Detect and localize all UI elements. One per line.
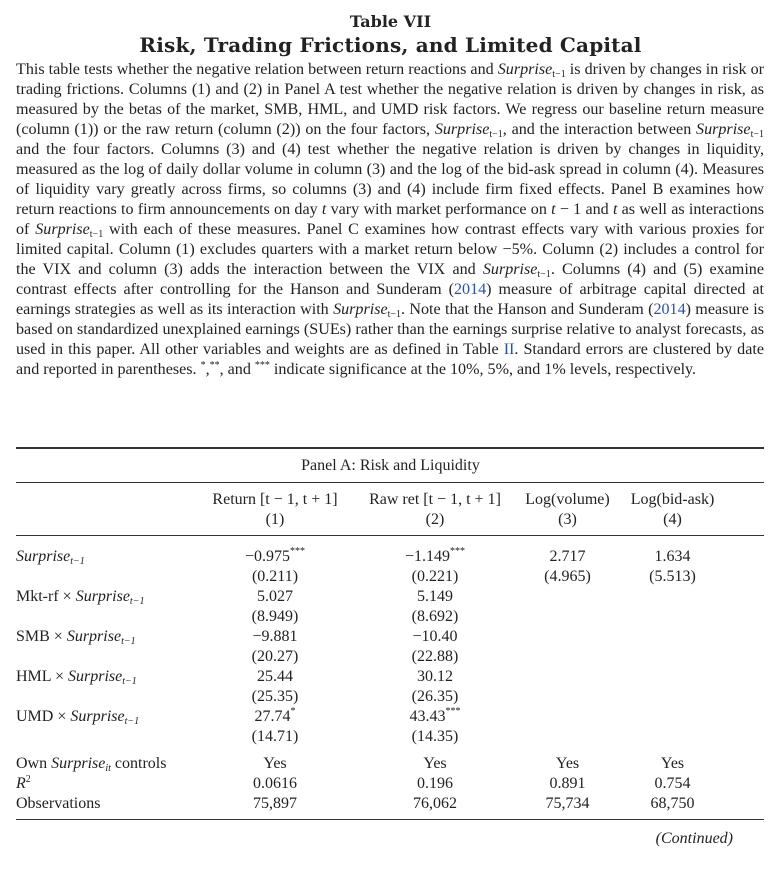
obs-cell: 75,734 [545, 795, 590, 812]
coef-cell: 2.717 [549, 548, 586, 565]
header-rule [16, 535, 764, 536]
r2-cell: 0.0616 [253, 775, 297, 792]
row-label-observations: Observations [16, 795, 101, 812]
se-cell: (0.221) [411, 568, 459, 585]
row-label-smb: SMB × Surprise$_{t-1}$ [16, 628, 136, 647]
se-cell: (25.35) [251, 688, 299, 705]
se-cell: (14.71) [251, 728, 299, 745]
column-header-3: Log(volume) [525, 491, 610, 508]
row-label-r2: $R^2$ [16, 774, 31, 792]
se-cell: (14.35) [411, 728, 459, 745]
coef-cell: 27.74* [254, 706, 296, 725]
coef-cell: 30.12 [417, 668, 453, 685]
column-number-4: (4) [663, 511, 682, 528]
obs-cell: 75,897 [253, 795, 297, 812]
row-label-controls: Own Surprise$_{it}$ controls [16, 755, 167, 774]
top-rule [16, 447, 764, 449]
se-cell: (26.35) [411, 688, 459, 705]
column-header-1: Return [t − 1, t + 1] [212, 491, 338, 508]
r2-cell: 0.891 [549, 775, 586, 792]
table-caption: This table tests whether the negative relation between return reactions and Surprise$_{t-1}$ is driven by changes in risk or trading frictions. Columns (1) and (2) in Panel A test whether the negative relation is driven by changes in risk, as measured by the betas of the market, SMB, HML, and UMD risk factors. We regress our baseline return measure (column (1)) or the raw return (column (2)) on the four factors, Surprise$_{t-1}$, and the interaction between Surprise$_{t-1}$ and the four factors. Columns (3) and (4) test whether the negative relation is driven by changes in liquidity, measured as the log of daily dollar volume in column (3) and the log of the bid-ask spread in column (4). Measures of liquidity vary greatly across firms, so columns (3) and (4) include firm fixed effects. Panel B examines how return reactions to firm announcements on day t vary with market performance on t − 1 and t as well as interactions of Surprise$_{t-1}$ with each of these measures. Panel C examines how contrast effects vary with various proxies for limited capital. Column (1) excludes quarters with a market return below −5%. Column (2) includes a control for the VIX and column (3) adds the interaction between the VIX and Surprise$_{t-1}$. Columns (4) and (5) examine contrast effects after controlling for the Hanson and Sunderam (2014) measure of arbitrage capital directed at earnings strategies as well as its interaction with Surprise$_{t-1}$. Note that the Hanson and Sunderam (2014) measure is based on standardized unexplained earnings (SUEs) rather than the earnings surprise relative to analyst forecasts, as used in this paper. All other variables and weights are as defined in Table II. Standard errors are clustered by date and reported in parentheses. *,**, and *** indicate significance at the 10%, 5%, and 1% levels, respectively. [16, 61, 764, 378]
column-number-3: (3) [558, 511, 577, 528]
table-title: Risk, Trading Frictions, and Limited Capital [139, 33, 642, 57]
column-header-4: Log(bid-ask) [630, 491, 715, 508]
coef-cell: 43.43*** [409, 706, 461, 725]
bottom-rule [16, 819, 764, 820]
table-reference-link[interactable]: II [503, 341, 515, 358]
coef-cell: −1.149*** [404, 546, 466, 565]
citation-link[interactable]: 2014 [453, 281, 487, 298]
coef-cell: 5.027 [257, 588, 293, 605]
row-label-mkt: Mkt-rf × Surprise$_{t-1}$ [16, 588, 145, 607]
panel-rule [16, 482, 764, 483]
continued-note: (Continued) [655, 830, 733, 847]
coef-cell: −9.881 [252, 628, 298, 645]
row-label-surprise: Surprise$_{t-1}$ [16, 548, 85, 567]
table-number: Table VII [349, 12, 432, 31]
row-label-umd: UMD × Surprise$_{t-1}$ [16, 708, 140, 727]
se-cell: (22.88) [411, 648, 459, 665]
r2-cell: 0.196 [417, 775, 453, 792]
column-number-2: (2) [425, 511, 445, 528]
coef-cell: 5.149 [417, 588, 453, 605]
se-cell: (20.27) [251, 648, 299, 665]
coef-cell: 25.44 [257, 668, 293, 685]
panel-title: Panel A: Risk and Liquidity [301, 457, 480, 474]
se-cell: (8.692) [411, 608, 459, 625]
obs-cell: 76,062 [413, 795, 457, 812]
controls-cell: Yes [263, 755, 287, 772]
se-cell: (8.949) [251, 608, 299, 625]
r2-cell: 0.754 [654, 775, 691, 792]
coef-cell: −10.40 [412, 628, 458, 645]
obs-cell: 68,750 [650, 795, 695, 812]
se-cell: (0.211) [251, 568, 299, 585]
controls-cell: Yes [660, 755, 685, 772]
coef-cell: 1.634 [654, 548, 691, 565]
column-number-1: (1) [265, 511, 285, 528]
citation-link[interactable]: 2014 [653, 301, 686, 318]
column-header-2: Raw ret [t − 1, t + 1] [369, 491, 501, 508]
controls-cell: Yes [423, 755, 447, 772]
coef-cell: −0.975*** [244, 546, 306, 565]
row-label-hml: HML × Surprise$_{t-1}$ [16, 668, 137, 687]
se-cell: (5.513) [649, 568, 696, 585]
se-cell: (4.965) [544, 568, 591, 585]
controls-cell: Yes [555, 755, 580, 772]
